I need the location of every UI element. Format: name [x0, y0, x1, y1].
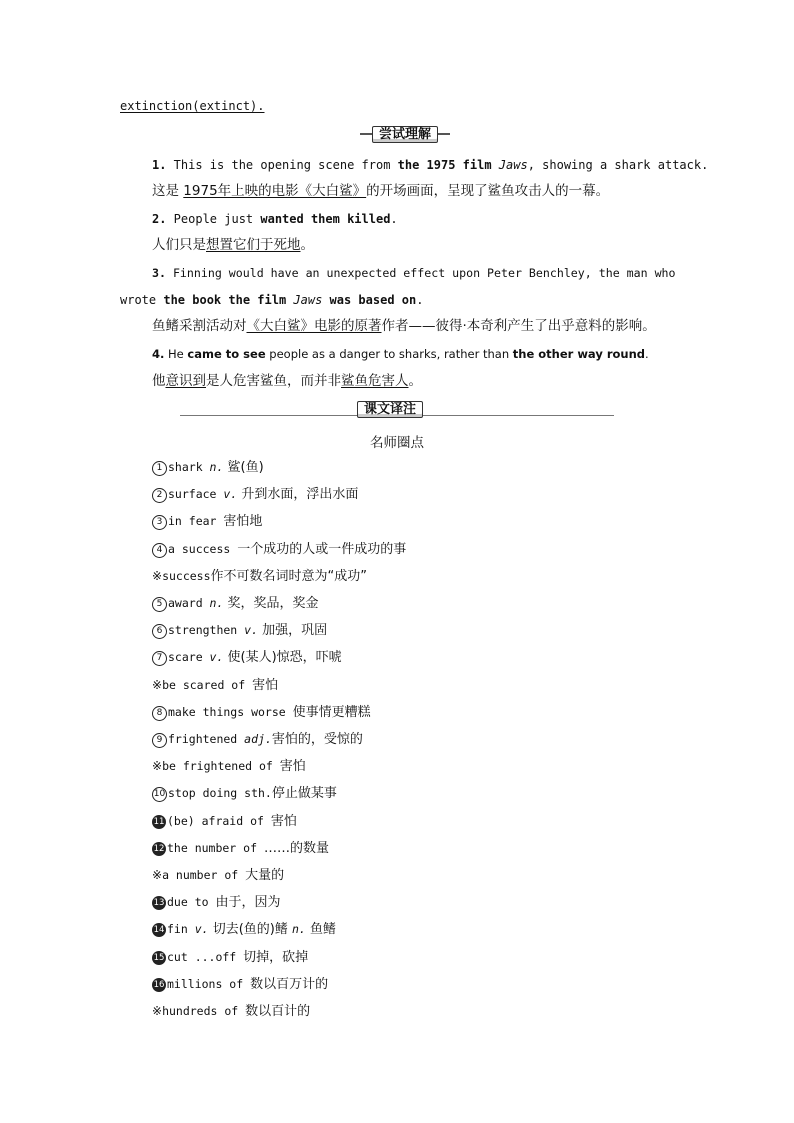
- item-1-english: [152, 156, 712, 174]
- item-number-badge: 4: [152, 543, 167, 558]
- text-fragment: 作者——彼得·本奇利产生了出乎意料的影响。: [381, 318, 656, 334]
- vocab-item: [152, 893, 280, 912]
- item-number-badge: 7: [152, 651, 167, 666]
- part-of-speech: n.: [291, 922, 306, 937]
- vocab-meaning: 停止做某事: [271, 786, 337, 802]
- vocab-term: make things worse: [168, 704, 293, 719]
- vocab-term: due to: [167, 895, 216, 910]
- note-mark: ※: [152, 1004, 163, 1018]
- vocab-meaning: 害怕: [270, 813, 297, 829]
- vocab-item: [152, 866, 284, 885]
- vocab-term: millions of: [167, 976, 251, 991]
- note-mark: ※: [152, 568, 163, 583]
- section-banner-try-understand: [360, 125, 450, 143]
- text-fragment: 鱼鳍采割活动对: [152, 318, 247, 334]
- vocab-meaning: 害怕的，受惊的: [271, 732, 363, 747]
- vocab-meaning: 升到水面，浮出水面: [237, 487, 359, 503]
- item-number-badge: 12: [153, 843, 165, 854]
- vocab-meaning: 大量的: [245, 868, 285, 883]
- item-number: 1.: [152, 158, 167, 172]
- vocab-meaning: 加强，巩固: [258, 623, 328, 639]
- vocab-item: [152, 1002, 310, 1021]
- text-fragment: He: [164, 347, 188, 361]
- part-of-speech: v.: [209, 650, 224, 665]
- vocab-meaning: 奖，奖品，奖金: [223, 596, 319, 611]
- vocab-meaning: 鱼鳍: [305, 922, 336, 938]
- banner-left-bar: [360, 133, 372, 135]
- section-title: 课文译注: [357, 401, 423, 418]
- vocab-item: [152, 648, 342, 667]
- item-number: 4.: [152, 347, 165, 361]
- vocab-term: cut ...off: [167, 949, 244, 964]
- vocab-meaning: 害怕: [252, 677, 279, 693]
- vocab-item: [152, 485, 358, 504]
- vocab-meaning: 一个成功的人或一件成功的事: [237, 541, 407, 557]
- vocab-term: stop doing sth.: [168, 786, 272, 801]
- item-number: 3.: [152, 266, 166, 280]
- part-of-speech: n.: [209, 460, 224, 474]
- vocab-term: scare: [168, 650, 210, 665]
- section-title: 尝试理解: [372, 126, 438, 143]
- vocab-term: strengthen: [168, 623, 245, 638]
- vocab-meaning: 切去(鱼的)鳍: [208, 922, 292, 938]
- highlight-phrase: was based on: [322, 293, 417, 307]
- underlined-phrase: 鲨鱼危害人: [341, 373, 409, 389]
- item-number-badge: 9: [152, 733, 167, 748]
- vocab-term: surface: [168, 487, 224, 502]
- item-number-badge: 15: [153, 952, 165, 963]
- vocab-item: [152, 540, 406, 559]
- vocab-term: award: [168, 596, 210, 610]
- text-fragment: .: [645, 347, 649, 361]
- vocab-item: [152, 594, 319, 613]
- vocab-term: a success: [168, 541, 238, 556]
- text-fragment: People just: [166, 212, 261, 226]
- vocab-item: [152, 920, 336, 939]
- underlined-phrase: 1975年上映的电影《大白鲨》: [183, 183, 367, 199]
- item-3-chinese: [152, 317, 712, 335]
- vocab-term: frightened: [168, 732, 245, 746]
- item-4-english: [152, 345, 712, 363]
- part-of-speech: v.: [194, 922, 209, 937]
- text-fragment: 。: [408, 373, 422, 389]
- item-number-badge: 10: [152, 787, 167, 802]
- part-of-speech: n.: [209, 596, 224, 610]
- vocab-item: [152, 567, 367, 586]
- vocab-item: [152, 730, 363, 749]
- item-number-badge: 1: [152, 461, 167, 476]
- item-number-badge: 11: [153, 816, 165, 827]
- part-of-speech: v.: [223, 487, 238, 502]
- item-3-english-cont: [120, 291, 680, 309]
- text-fragment: 人们只是: [152, 237, 206, 253]
- underlined-phrase: 意识到: [165, 373, 206, 389]
- highlight-phrase: wanted them killed: [260, 212, 391, 226]
- highlight-phrase: the other way round: [512, 347, 646, 361]
- part-of-speech: v.: [244, 623, 259, 638]
- text-fragment: 。: [300, 237, 314, 253]
- vocab-item: [152, 812, 297, 831]
- part-of-speech: adj.: [244, 732, 272, 746]
- vocab-term: be scared of: [162, 677, 253, 692]
- vocab-term: hundreds of: [162, 1004, 246, 1018]
- vocab-term: a number of: [162, 868, 246, 882]
- text-fragment: 这是: [152, 183, 184, 199]
- item-3-english: [152, 264, 712, 282]
- film-title: Jaws: [293, 293, 323, 307]
- vocab-item: [152, 975, 328, 994]
- vocab-meaning: 害怕: [279, 759, 306, 775]
- section-banner-text-notes: [357, 400, 423, 418]
- note-mark: ※: [152, 868, 163, 882]
- item-number-badge: 8: [152, 706, 167, 721]
- vocab-meaning: 数以百计的: [245, 1004, 311, 1019]
- vocab-meaning: 使(某人)惊恐，吓唬: [223, 650, 342, 666]
- item-2-english: [152, 210, 712, 228]
- item-1-chinese: [152, 182, 712, 200]
- note-mark: ※: [152, 759, 163, 774]
- vocab-meaning: 数以百万计的: [250, 976, 329, 992]
- note-mark: ※: [152, 677, 163, 692]
- text-fragment: 是人危害鲨鱼，而并非: [206, 373, 341, 389]
- item-number-badge: 6: [152, 624, 167, 639]
- item-number-badge: 14: [153, 925, 165, 936]
- highlight-phrase: came to see: [187, 347, 266, 361]
- vocab-item: [152, 512, 262, 531]
- text-fragment: people as a danger to sharks, rather than: [265, 347, 513, 361]
- vocab-item: [152, 703, 371, 722]
- vocab-item: [152, 757, 306, 776]
- vocab-term: fin: [167, 922, 195, 937]
- item-number-badge: 13: [153, 898, 165, 909]
- vocab-meaning: 使事情更糟糕: [292, 704, 371, 720]
- vocab-term: the number of: [167, 840, 264, 855]
- text-fragment: , showing a shark attack.: [527, 158, 709, 172]
- item-number: 2.: [152, 212, 167, 226]
- vocab-term: (be) afraid of: [167, 813, 271, 828]
- section-subtitle: 名师圈点: [370, 435, 424, 451]
- text-fragment: wrote: [120, 293, 164, 307]
- text-fragment: 他: [152, 373, 166, 389]
- vocab-meaning: 由于，因为: [215, 895, 281, 911]
- banner-right-bar: [438, 133, 450, 135]
- vocab-item: [152, 784, 337, 803]
- vocab-item: [152, 458, 264, 477]
- vocab-meaning: 鲨(鱼): [223, 460, 264, 475]
- item-number-badge: 16: [153, 979, 165, 990]
- vocab-term: in fear: [168, 514, 224, 529]
- vocab-meaning: 切掉，砍掉: [243, 949, 309, 965]
- intro-text: extinction(extinct).: [120, 99, 265, 113]
- underlined-phrase: 《大白鲨》电影的原著: [246, 318, 382, 334]
- highlight-phrase: the book the film: [163, 293, 294, 307]
- item-2-chinese: [152, 236, 712, 254]
- vocab-meaning: 害怕地: [223, 514, 263, 530]
- item-number-badge: 5: [152, 597, 167, 612]
- vocab-term: success: [162, 568, 211, 583]
- item-number-badge: 3: [152, 515, 167, 530]
- highlight-phrase: the 1975 film: [397, 158, 499, 172]
- vocab-meaning: 作不可数名词时意为“成功”: [210, 568, 368, 584]
- text-fragment: This is the opening scene from: [166, 158, 398, 172]
- vocab-item: [152, 948, 308, 967]
- vocab-meaning: ……的数量: [263, 840, 329, 856]
- text-fragment: 的开场画面，呈现了鲨鱼攻击人的一幕。: [366, 183, 610, 199]
- item-4-chinese: [152, 372, 712, 390]
- vocab-item: [152, 621, 327, 640]
- underlined-phrase: 想置它们于死地: [206, 237, 301, 253]
- vocab-term: be frightened of: [162, 759, 280, 774]
- vocab-term: shark: [168, 460, 210, 474]
- text-fragment: Finning would have an unexpected effect upon Peter Benchley, the man who: [165, 266, 676, 280]
- intro-line: [120, 97, 680, 115]
- text-fragment: .: [390, 212, 398, 226]
- vocab-item: [152, 676, 278, 695]
- text-fragment: .: [416, 293, 424, 307]
- item-number-badge: 2: [152, 488, 167, 503]
- vocab-item: [152, 839, 329, 858]
- film-title: Jaws: [498, 158, 528, 172]
